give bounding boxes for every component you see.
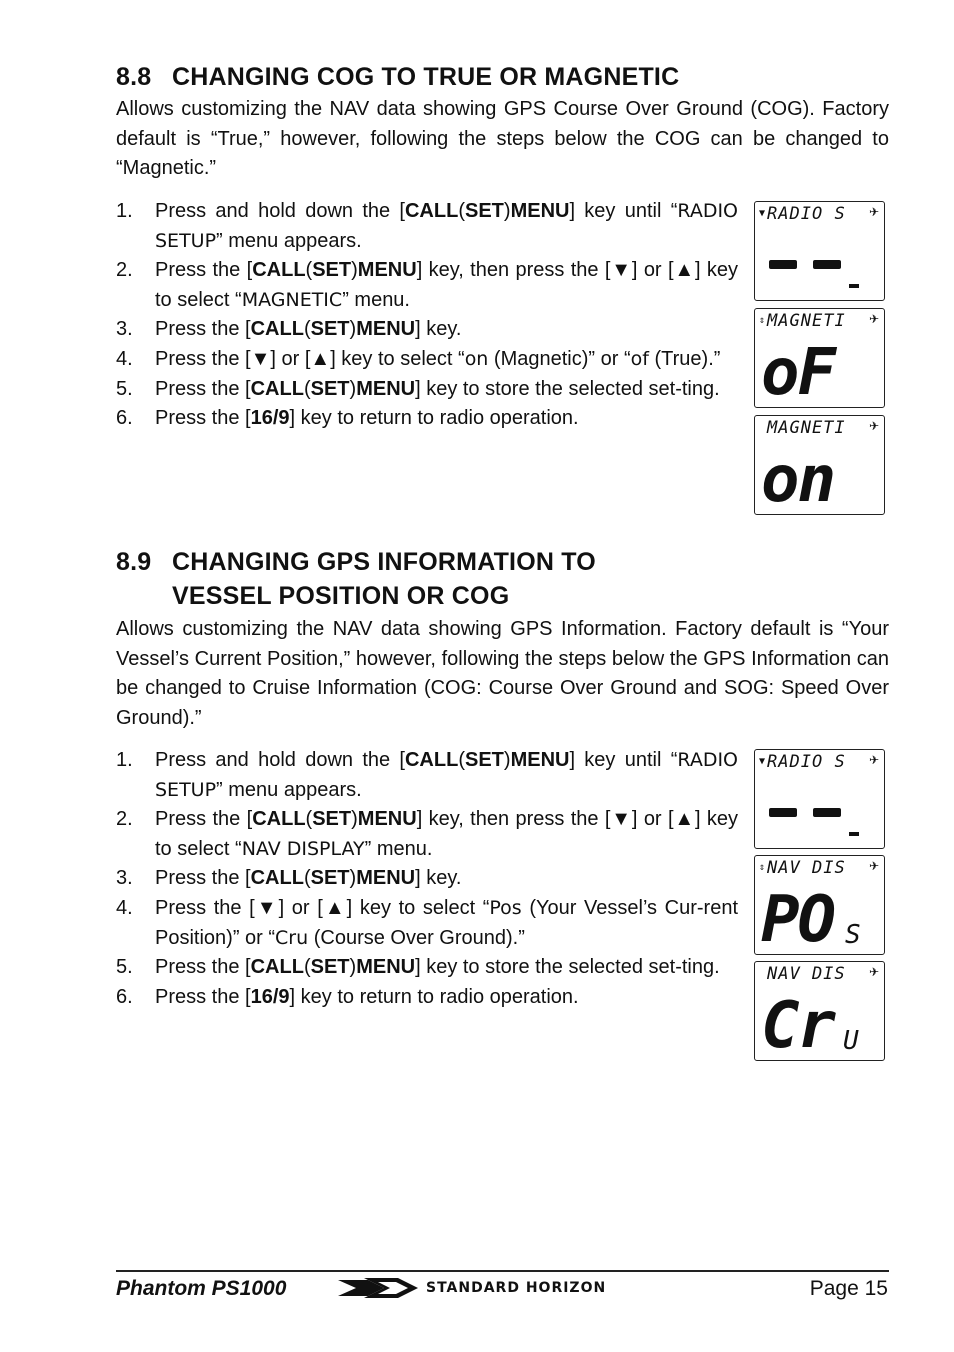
section-title-line2: VESSEL POSITION OR COG xyxy=(172,582,510,610)
key-name: 16/9 xyxy=(250,985,290,1008)
step-text: ” menu appears. xyxy=(216,229,362,252)
signal-icon: ✈ xyxy=(868,205,879,219)
section-8-9-steps xyxy=(116,746,738,1012)
step-text: 6. xyxy=(116,985,133,1008)
step-text: ) xyxy=(503,749,511,771)
step-text: Press and hold down the [ xyxy=(155,200,405,222)
lcd-top-text: ▼RADIO S xyxy=(759,752,846,772)
step xyxy=(116,953,738,983)
lcd-display-radio-setup xyxy=(754,201,885,301)
step-text: ” menu appears. xyxy=(216,778,362,801)
step xyxy=(116,894,738,953)
key-name: MENU xyxy=(510,200,570,222)
key-name: CALL xyxy=(404,749,459,771)
step xyxy=(116,197,738,256)
key-name: SET xyxy=(310,377,350,400)
lcd-dash xyxy=(769,260,797,269)
step xyxy=(116,404,738,434)
step-text: 5. xyxy=(116,377,133,400)
step-text: Press the [ xyxy=(155,377,251,400)
lcd-underscore xyxy=(849,832,859,836)
step-text: ] key to store the selected set-ting. xyxy=(415,956,720,979)
step-text: MAGNETIC xyxy=(241,288,343,311)
footer-rule xyxy=(116,1270,889,1272)
step-text: (Your Vessel’s Cur-rent Position)” or “ xyxy=(155,896,738,949)
step-text: ] key to return to radio operation. xyxy=(289,985,579,1008)
key-name: SET xyxy=(464,200,504,222)
step-text: 3. xyxy=(116,318,133,341)
lcd-big-text: Cr xyxy=(761,989,835,1061)
up-down-arrow-icon: ⇕ xyxy=(759,862,767,873)
key-name: CALL xyxy=(250,867,304,890)
section-number: 8.9 xyxy=(116,548,152,576)
lcd-display-magnetic-of xyxy=(754,308,885,408)
section-8-8-steps xyxy=(116,197,738,434)
step-text: NAV DISPLAY xyxy=(241,837,365,860)
step-text: ] key. xyxy=(415,318,462,341)
step-text: 2. xyxy=(116,808,133,831)
step-text: ) xyxy=(349,318,357,341)
step-text: ] key until “ xyxy=(569,200,678,222)
key-name: MENU xyxy=(356,377,416,400)
step-text: 1. xyxy=(116,749,133,771)
key-name: SET xyxy=(310,318,350,341)
step-text: 4. xyxy=(116,347,133,370)
key-name: SET xyxy=(464,749,504,771)
step xyxy=(116,983,738,1013)
step-text: RADIO SETUP xyxy=(155,200,739,252)
step-text: Press the [ xyxy=(155,985,251,1008)
step-text: ( xyxy=(303,377,311,400)
step-text: 4. xyxy=(116,896,133,919)
lcd-small-text: S xyxy=(845,920,861,950)
key-name: MENU xyxy=(356,867,416,890)
lcd-top-text: ▼RADIO S xyxy=(759,204,846,224)
lcd-display-magnetic-on xyxy=(754,415,885,515)
step-text: 5. xyxy=(116,956,133,979)
step-text: Press the [ xyxy=(155,808,253,831)
step xyxy=(116,746,738,805)
footer-brand-name: STANDARD HORIZON xyxy=(426,1280,607,1296)
step-text: ) xyxy=(349,377,357,400)
key-name: SET xyxy=(312,808,352,831)
key-name: SET xyxy=(312,259,352,282)
lcd-big-text: on xyxy=(761,443,835,515)
step-text: ( xyxy=(305,808,313,831)
step-text: Press the [ xyxy=(155,867,251,890)
step xyxy=(116,864,738,894)
step-text: ( xyxy=(303,867,311,890)
down-arrow-icon: ▼ xyxy=(759,756,767,767)
key-name: CALL xyxy=(250,956,304,979)
down-arrow-icon: ▼ xyxy=(759,208,767,219)
step-text: 1. xyxy=(116,200,133,222)
lcd-top-text: NAV DIS xyxy=(767,964,846,984)
section-8-8-intro: Allows customizing the NAV data showing GPS Course Over Ground (COG). Factory default is “True,” however, following the steps below the COG can be changed to “Magnetic.” xyxy=(116,98,889,180)
step-text: ) xyxy=(349,867,357,890)
step-text: ) xyxy=(351,808,358,831)
key-name: CALL xyxy=(252,259,306,282)
step xyxy=(116,375,738,405)
step-text: on xyxy=(464,347,489,370)
lcd-dash xyxy=(813,808,841,817)
lcd-display-nav-cru xyxy=(754,961,885,1061)
step-text: (Course Over Ground).” xyxy=(308,926,525,949)
step-text: Press the [ xyxy=(155,318,251,341)
key-name: MENU xyxy=(356,956,416,979)
key-name: SET xyxy=(310,956,350,979)
step-text: ] key, then press the [▼] or [▲] key to select “ xyxy=(155,808,738,860)
up-down-arrow-icon: ⇕ xyxy=(759,315,767,326)
section-number: 8.8 xyxy=(116,63,152,91)
step-text: Press the [ xyxy=(155,407,251,430)
step-text: Press the [ xyxy=(155,956,251,979)
standard-horizon-logo-icon xyxy=(338,1274,422,1302)
step-text: Cru xyxy=(275,926,309,949)
step xyxy=(116,256,738,315)
section-title: CHANGING COG TO TRUE OR MAGNETIC xyxy=(172,63,680,91)
lcd-display-nav-pos xyxy=(754,855,885,955)
key-name: CALL xyxy=(252,808,306,831)
key-name: MENU xyxy=(510,749,570,771)
lcd-big-text: oF xyxy=(761,336,835,408)
key-name: MENU xyxy=(357,259,417,282)
key-name: MENU xyxy=(357,808,417,831)
key-name: SET xyxy=(310,867,350,890)
step-text: Press the [▼] or [▲] key to select “ xyxy=(155,347,465,370)
step-text: RADIO SETUP xyxy=(155,749,739,801)
step-text: Press and hold down the [ xyxy=(155,749,405,771)
key-name: CALL xyxy=(250,318,304,341)
key-name: CALL xyxy=(404,200,459,222)
lcd-small-text: U xyxy=(843,1026,859,1056)
step-text: ( xyxy=(303,956,311,979)
lcd-underscore xyxy=(849,284,859,288)
lcd-top-text: ⇕NAV DIS xyxy=(759,858,846,878)
step-text: (Magnetic)” or “ xyxy=(488,347,631,370)
footer-model-name: Phantom PS1000 xyxy=(116,1277,287,1300)
step-text: ] key. xyxy=(415,867,462,890)
lcd-dash xyxy=(813,260,841,269)
lcd-dash xyxy=(769,808,797,817)
step-text: ] key, then press the [▼] or [▲] key to select “ xyxy=(155,259,738,311)
step-text: ] key to return to radio operation. xyxy=(289,407,579,430)
section-title-line1: CHANGING GPS INFORMATION TO xyxy=(172,548,596,576)
signal-icon: ✈ xyxy=(868,965,879,979)
step-text: ( xyxy=(305,259,313,282)
section-8-9-intro: Allows customizing the NAV data showing GPS Information. Factory default is “Your Vessel’s Current Position,” however, following the steps below the GPS Information can be changed to Cruise Information (COG: Course Over Ground and SOG: Speed Over Ground).” xyxy=(116,618,889,729)
signal-icon: ✈ xyxy=(868,419,879,433)
step-text: 3. xyxy=(116,867,133,890)
step-text: ( xyxy=(458,749,465,771)
step-text: ] key until “ xyxy=(569,749,678,771)
step-text: ) xyxy=(349,956,357,979)
step xyxy=(116,315,738,345)
step-text: ( xyxy=(458,200,465,222)
step-text: 2. xyxy=(116,259,133,282)
section-8-9-heading xyxy=(116,545,596,613)
step-text: ] key to store the selected set-ting. xyxy=(415,377,720,400)
step xyxy=(116,345,738,375)
step-text: (True).” xyxy=(648,347,721,370)
step-text: ) xyxy=(351,259,358,282)
step-text: ( xyxy=(303,318,311,341)
lcd-top-text: MAGNETI xyxy=(767,418,846,438)
step-text: Press the [▼] or [▲] key to select “ xyxy=(155,896,490,919)
lcd-display-radio-setup xyxy=(754,749,885,849)
step-text: Press the [ xyxy=(155,259,253,282)
step xyxy=(116,805,738,864)
signal-icon: ✈ xyxy=(868,859,879,873)
step-text: 6. xyxy=(116,407,133,430)
signal-icon: ✈ xyxy=(868,753,879,767)
step-text: ” menu. xyxy=(364,837,433,860)
signal-icon: ✈ xyxy=(868,312,879,326)
step-text: ) xyxy=(503,200,511,222)
section-8-8-heading xyxy=(116,60,679,94)
key-name: MENU xyxy=(356,318,416,341)
key-name: 16/9 xyxy=(250,407,290,430)
step-text: Pos xyxy=(489,896,522,919)
lcd-big-text: PO xyxy=(761,883,835,955)
lcd-top-text: ⇕MAGNETI xyxy=(759,311,846,331)
step-text: ” menu. xyxy=(342,288,410,311)
step-text: of xyxy=(630,347,649,370)
key-name: CALL xyxy=(250,377,304,400)
footer-page-number: Page 15 xyxy=(809,1277,888,1300)
